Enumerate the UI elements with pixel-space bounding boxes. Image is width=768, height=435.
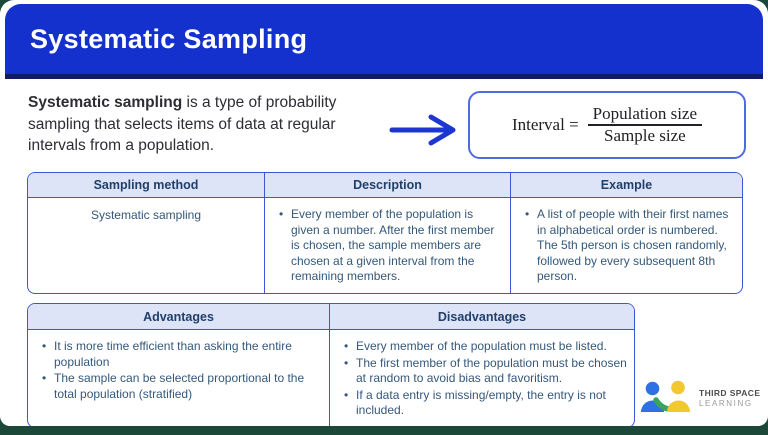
- sampling-table-body-row: [28, 198, 742, 293]
- third-space-learning-logo: [640, 379, 760, 417]
- interval-formula-box: [468, 91, 746, 159]
- formula-lhs: Interval =: [511, 115, 579, 134]
- cell-disadvantages: [330, 330, 634, 426]
- disadvantage-bullet: • The first member of the population must be chosen at random to avoid bias and favoritism.: [344, 356, 628, 387]
- example-bullet-list: [525, 207, 736, 285]
- sampling-method-table: [27, 172, 743, 294]
- page-title: Systematic Sampling: [30, 23, 308, 54]
- description-bullet-list: [279, 207, 504, 285]
- cell-advantages: [28, 330, 330, 426]
- header-disadvantages: Disadvantages: [330, 304, 634, 330]
- advantages-bullet-list: [42, 339, 323, 402]
- formula-denominator: Sample size: [604, 125, 686, 145]
- formula-numerator: Population size: [592, 103, 698, 123]
- header-description: Description: [265, 173, 511, 198]
- logo-line1: THIRD SPACE: [699, 387, 761, 398]
- logo-line2: LEARNING: [699, 398, 753, 408]
- logo-text: [699, 388, 760, 409]
- header-example: Example: [511, 173, 742, 198]
- cell-example: [511, 198, 742, 293]
- intro-term: Systematic sampling: [28, 94, 183, 111]
- advantage-bullet: • The sample can be selected proportional to the total population (stratified): [42, 371, 323, 402]
- description-bullet: • Every member of the population is given a number. After the first member is chosen, the sample members are chosen at a given interval from the remaining members.: [279, 207, 504, 285]
- logo-mark-icon: [640, 379, 692, 417]
- arrow-right-icon: [389, 112, 461, 148]
- intro-definition: is a type of probability sampling that selects items of data at regular intervals from a population.: [28, 94, 337, 154]
- header-advantages: Advantages: [28, 304, 330, 330]
- cell-method: Systematic sampling: [28, 198, 265, 293]
- header-sampling-method: Sampling method: [28, 173, 265, 198]
- advantage-bullet: • It is more time efficient than asking the entire population: [42, 339, 323, 370]
- pros-cons-header-row: [28, 304, 634, 330]
- disadvantages-bullet-list: [344, 339, 628, 419]
- example-bullet: • A list of people with their first names in alphabetical order is numbered. The 5th person is chosen randomly, followed by every subsequent 8th person.: [525, 207, 736, 285]
- header-bar: [5, 4, 763, 79]
- advantages-disadvantages-table: [27, 303, 635, 426]
- intro-text: [28, 92, 380, 157]
- disadvantage-bullet: • If a data entry is missing/empty, the entry is not included.: [344, 388, 628, 419]
- sampling-table-header-row: [28, 173, 742, 198]
- cell-description: [265, 198, 511, 293]
- formula-fraction: [588, 104, 702, 146]
- pros-cons-body-row: [28, 330, 634, 426]
- disadvantage-bullet: • Every member of the population must be listed.: [344, 339, 628, 355]
